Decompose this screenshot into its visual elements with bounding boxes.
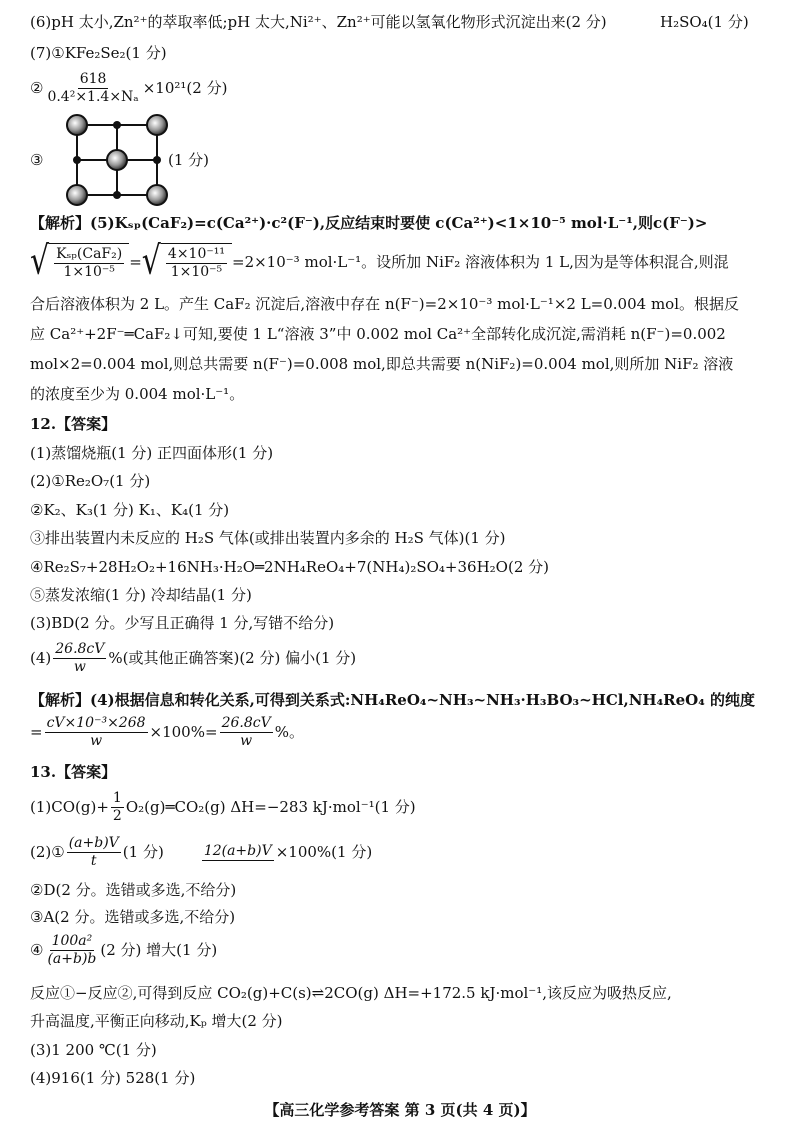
q13-a1: (1)CO(g)+ $\frac{1}{2}$ O₂(g)═CO₂(g) ΔH=−283 kJ·mol⁻¹(1 分) — [30, 789, 416, 824]
q12-analysis-line1: 【解析】(4)根据信息和转化关系,可得到关系式:NH₄ReO₄~NH₃~NH₃·H₃BO₃~HCl,NH₄ReO₄ 的纯度 — [30, 691, 756, 709]
q12-a2-3: ③排出装置内未反应的 H₂S 气体(或排出装置内多余的 H₂S 气体)(1 分) — [30, 529, 506, 547]
q13-a2-4: ④ $\frac{\text{100a²}}{(a+b)b}$ (2 分) 增大(1 分) — [30, 932, 218, 967]
q11-p6b: H₂SO₄(1 分) — [660, 13, 749, 31]
q12-a1: (1)蒸馏烧瓶(1 分) 正四面体形(1 分) — [30, 444, 274, 462]
q12-a3: (3)BD(2 分。少写且正确得 1 分,写错不给分) — [30, 614, 335, 632]
q12-heading: 12.【答案】 — [30, 415, 117, 433]
q13-a2-1: (2)① $\frac{(a+b)V}{t}$ (1 分) 12(a+b)V ×100%(1 分) — [30, 834, 373, 869]
q11-analysis-line5: mol×2=0.004 mol,则总共需要 n(F⁻)=0.008 mol,即总共需要 n(NiF₂)=0.004 mol,则所加 NiF₂ 溶液 — [30, 355, 734, 373]
q11-p7-3-label: ③ — [30, 151, 44, 169]
q13-a2-3: ③A(2 分。选错或多选,不给分) — [30, 908, 236, 926]
q13-a4: (4)916(1 分) 528(1 分) — [30, 1069, 196, 1087]
q11-analysis-line2: √ $\frac{\text{Kₛₚ(CaF₂)}}{\text{1×10⁻⁵}}$ = √ $\frac{\text{4×10⁻¹¹}}{\text{1×10⁻⁵}}$ =2×10⁻³ mol·L⁻¹。设所加 NiF₂ 溶液体积为 1 L,因为是等体积混合,则混 — [30, 238, 729, 285]
q12-analysis-line2: = $\frac{\text{cV×10⁻³×268}}{w}$ ×100%= $\frac{26.8cV}{w}$ %。 — [30, 714, 304, 749]
q11-p6: (6)pH 太小,Zn²⁺的萃取率低;pH 太大,Ni²⁺、Zn²⁺可能以氢氧化物形式沉淀出来(2 分) — [30, 13, 607, 31]
q11-analysis-line4: 应 Ca²⁺+2F⁻═CaF₂↓可知,要使 1 L“溶液 3”中 0.002 mol Ca²⁺全部转化成沉淀,需消耗 n(F⁻)=0.002 — [30, 325, 726, 343]
q11-p7-3-score: (1 分) — [168, 151, 210, 169]
q13-a2-2: ②D(2 分。选错或多选,不给分) — [30, 881, 237, 899]
q13-expl-line1: 反应①−反应②,可得到反应 CO₂(g)+C(s)⇌2CO(g) ΔH=+172.5 kJ·mol⁻¹,该反应为吸热反应, — [30, 984, 672, 1002]
q11-analysis-line1: 【解析】(5)Kₛₚ(CaF₂)=c(Ca²⁺)·c²(F⁻),反应结束时要使 c(Ca²⁺)<1×10⁻⁵ mol·L⁻¹,则c(F⁻)> — [30, 214, 708, 232]
q12-a2-1: (2)①Re₂O₇(1 分) — [30, 472, 151, 490]
q12-a2-4: ④Re₂S₇+28H₂O₂+16NH₃·H₂O═2NH₄ReO₄+7(NH₄)₂SO₄+36H₂O(2 分) — [30, 558, 549, 576]
q11-p7-2: ② $\frac{618}{\text{0.4²×1.4×Nₐ}}$ ×10²¹(2 分) — [30, 70, 228, 105]
q12-a2-2: ②K₂、K₃(1 分) K₁、K₄(1 分) — [30, 501, 230, 519]
q11-p7-1: (7)①KFe₂Se₂(1 分) — [30, 44, 167, 62]
q13-a3: (3)1 200 ℃(1 分) — [30, 1041, 157, 1059]
q11-analysis-line3: 合后溶液体积为 2 L。产生 CaF₂ 沉淀后,溶液中存在 n(F⁻)=2×10⁻³ mol·L⁻¹×2 L=0.004 mol。根据反 — [30, 295, 739, 313]
page-footer: 【高三化学参考答案 第 3 页(共 4 页)】 — [264, 1101, 536, 1119]
q11-analysis-line6: 的浓度至少为 0.004 mol·L⁻¹。 — [30, 385, 245, 403]
q12-a4: (4) $\frac{26.8cV}{w}$ %(或其他正确答案)(2 分) 偏小(1 分) — [30, 640, 357, 675]
q13-heading: 13.【答案】 — [30, 763, 117, 781]
q13-expl-line2: 升高温度,平衡正向移动,Kₚ 增大(2 分) — [30, 1012, 283, 1030]
q12-a2-5: ⑤蒸发浓缩(1 分) 冷却结晶(1 分) — [30, 586, 252, 604]
crystal-structure-diagram — [62, 110, 172, 210]
